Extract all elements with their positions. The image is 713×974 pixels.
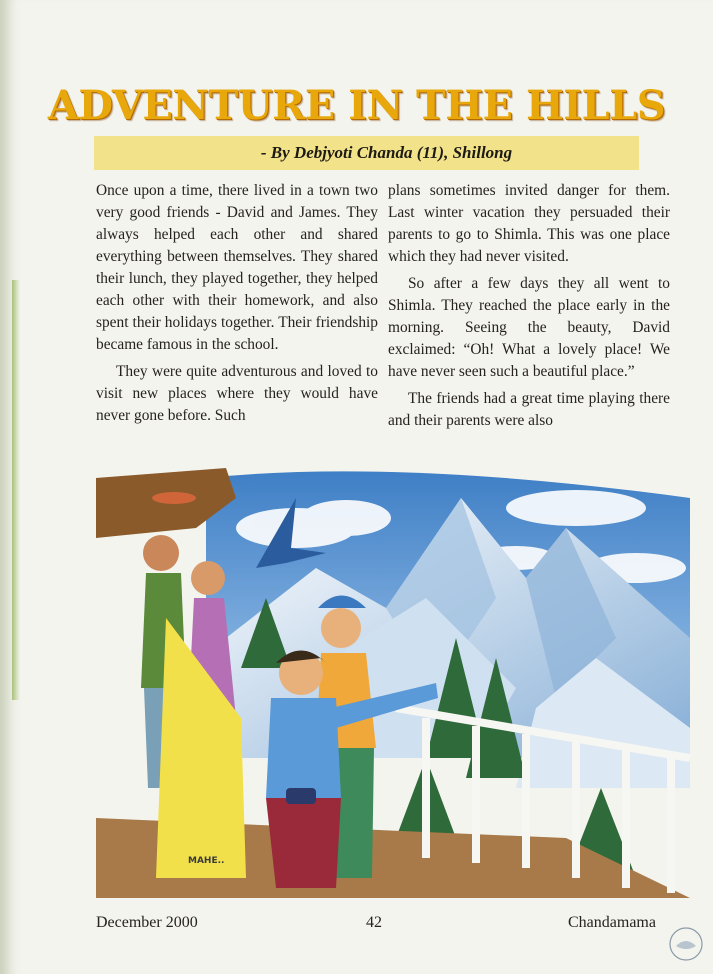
page-number: 42 bbox=[366, 914, 382, 931]
paragraph: plans sometimes invited danger for them. Last winter vacation they persuaded their parents to go to Shimla. This was one place which they had never visited. bbox=[388, 182, 670, 265]
paragraph: So after a few days they all went to Shimla. They reached the place early in the morning. Seeing the beauty, David exclaimed: “Oh! What a lovely place! We have never seen such a beautiful place.” bbox=[388, 275, 670, 380]
paragraph: The friends had a great time playing there and their parents were also bbox=[388, 390, 670, 429]
illustrator-signature: MAHE.. bbox=[188, 856, 225, 866]
footer-date: December 2000 bbox=[96, 914, 198, 931]
article-title: ADVENTURE IN THE HILLS bbox=[47, 82, 666, 129]
text-column-left bbox=[96, 180, 378, 427]
left-edge-bleed bbox=[12, 280, 20, 700]
text-column-right bbox=[388, 180, 670, 432]
magazine-name: Chandamama bbox=[568, 914, 656, 931]
paragraph: Once upon a time, there lived in a town two very good friends - David and James. They always helped each other and shared everything between themselves. They shared their lunch, they played together, they helped each other with their homework, and also spent their holidays together. Their friendship became famous in the school. bbox=[96, 182, 378, 353]
article-byline: - By Debjyoti Chanda (11), Shillong bbox=[94, 136, 639, 170]
corner-stamp-icon bbox=[668, 926, 704, 962]
story-illustration bbox=[96, 458, 690, 898]
ceiling-lamp bbox=[152, 492, 196, 504]
paragraph: They were quite adventurous and loved to visit new places where they would have never gone before. Such bbox=[96, 363, 378, 424]
